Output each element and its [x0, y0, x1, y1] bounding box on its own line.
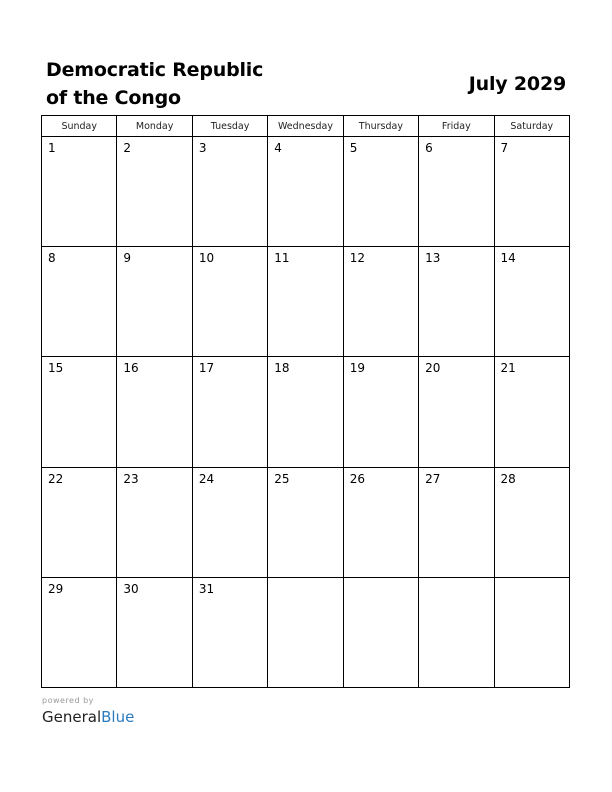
day-cell	[343, 247, 418, 357]
week-row-2	[42, 247, 570, 357]
day-number: 8	[48, 251, 56, 266]
day-cell	[117, 247, 192, 357]
day-cell	[494, 467, 569, 577]
day-cell	[117, 467, 192, 577]
day-number: 13	[425, 251, 441, 266]
brand-logo-general: General	[42, 708, 102, 726]
day-number	[268, 578, 342, 582]
country-title	[46, 56, 306, 112]
day-cell	[343, 577, 418, 687]
day-number: 6	[425, 141, 433, 155]
day-number: 3	[198, 141, 207, 155]
month-year-title: July 2029	[468, 73, 566, 95]
weekday-monday: Monday	[117, 116, 192, 137]
day-cell	[117, 577, 192, 687]
powered-by-text: powered by	[42, 696, 94, 705]
day-cell	[192, 137, 267, 247]
day-cell	[343, 137, 418, 247]
brand-logo	[42, 707, 134, 727]
weekday-header-row	[42, 116, 570, 137]
day-number: 14	[500, 251, 516, 266]
day-number: 21	[500, 361, 516, 376]
weekday-saturday: Saturday	[494, 116, 569, 137]
day-number: 12	[349, 251, 365, 266]
day-number: 7	[500, 141, 509, 155]
day-number: 29	[48, 581, 64, 596]
day-cell	[268, 137, 343, 247]
day-cell	[268, 357, 343, 467]
day-cell	[494, 247, 569, 357]
day-number: 19	[349, 361, 365, 376]
day-number: 11	[274, 251, 290, 266]
weekday-tuesday: Tuesday	[192, 116, 267, 137]
day-number: 16	[123, 361, 139, 376]
week-row-4	[42, 467, 570, 577]
day-number: 2	[123, 141, 132, 155]
day-cell	[42, 467, 117, 577]
day-number	[419, 578, 493, 582]
day-number: 23	[123, 471, 139, 486]
week-row-3	[42, 357, 570, 467]
day-number: 1	[48, 141, 56, 155]
day-cell	[419, 577, 494, 687]
weekday-wednesday: Wednesday	[268, 116, 343, 137]
day-number: 17	[198, 361, 215, 376]
day-cell	[42, 577, 117, 687]
country-title-line1: Democratic Republic	[46, 59, 264, 81]
footer-branding	[42, 696, 134, 727]
day-cell	[42, 137, 117, 247]
day-number: 18	[274, 361, 290, 376]
brand-logo-blue: Blue	[101, 708, 135, 726]
day-cell	[343, 467, 418, 577]
calendar-grid	[41, 115, 570, 688]
day-number: 10	[198, 251, 215, 266]
day-cell	[419, 137, 494, 247]
day-number: 31	[198, 581, 215, 596]
day-cell	[192, 357, 267, 467]
day-number: 20	[425, 361, 441, 376]
day-cell	[494, 577, 569, 687]
day-number: 9	[123, 251, 132, 266]
day-number: 22	[48, 471, 64, 486]
day-cell	[268, 467, 343, 577]
day-cell	[494, 357, 569, 467]
day-cell	[42, 247, 117, 357]
day-cell	[192, 467, 267, 577]
day-number	[495, 578, 569, 582]
day-number: 30	[123, 581, 139, 596]
day-cell	[494, 137, 569, 247]
day-number: 28	[500, 471, 516, 486]
weekday-friday: Friday	[419, 116, 494, 137]
day-cell	[192, 577, 267, 687]
day-cell	[419, 467, 494, 577]
weekday-thursday: Thursday	[343, 116, 418, 137]
day-cell	[117, 137, 192, 247]
weekday-sunday: Sunday	[42, 116, 117, 137]
day-cell	[42, 357, 117, 467]
day-number: 25	[274, 471, 290, 486]
day-cell	[192, 247, 267, 357]
week-row-1	[42, 137, 570, 247]
day-cell	[268, 577, 343, 687]
day-number: 5	[349, 141, 358, 155]
day-cell	[343, 357, 418, 467]
day-cell	[117, 357, 192, 467]
day-number	[344, 578, 418, 582]
week-row-5	[42, 577, 570, 687]
day-cell	[419, 247, 494, 357]
country-title-line2: of the Congo	[46, 87, 181, 109]
day-number: 4	[274, 141, 282, 155]
day-cell	[268, 247, 343, 357]
day-number: 27	[425, 471, 441, 486]
day-cell	[419, 357, 494, 467]
day-number: 26	[349, 471, 365, 486]
day-number: 24	[198, 471, 215, 486]
day-number: 15	[48, 361, 64, 376]
